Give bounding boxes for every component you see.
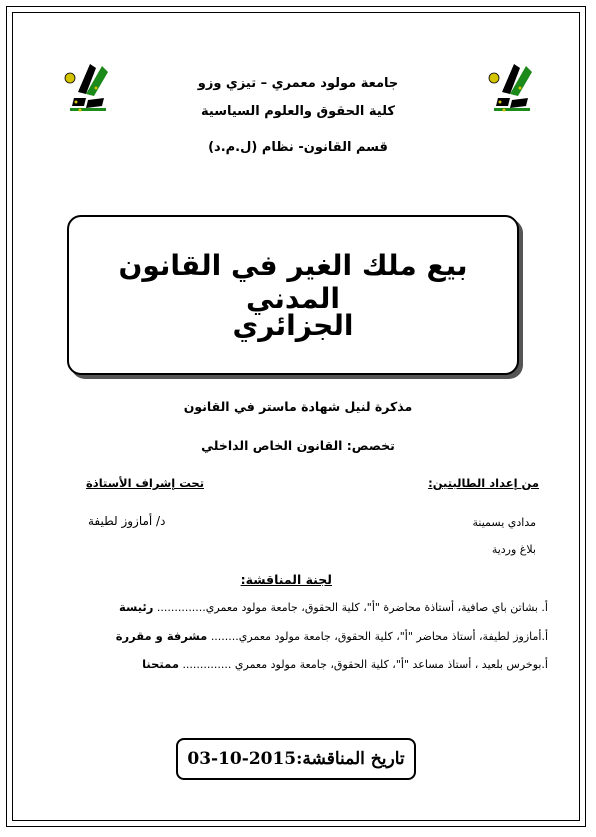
supervisor-header: تحت إشراف الأستاذة [86, 476, 205, 490]
university-name: جامعة مولود معمري – تيزي وزو [197, 76, 399, 91]
faculty-name: كلية الحقوق والعلوم السياسية [201, 104, 395, 119]
jury-member-details: أ.بوخرس بلعيد ، أستاذ مساعد "أ"، كلية الحقوق، جامعة مولود معمري .............. [182, 658, 548, 671]
defense-date-label: تاريخ المناقشة: [296, 749, 405, 769]
jury-member [46, 657, 548, 671]
specialty: تخصص: القانون الخاص الداخلي [201, 438, 395, 453]
jury-title: لجنة المناقشة: [240, 572, 332, 587]
student-name: بلاغ وردية [491, 543, 536, 556]
jury-member-role: ممتحنا [142, 657, 179, 671]
jury-member-role: رئيسة [119, 600, 154, 614]
jury-member [46, 600, 548, 614]
jury-member-role: مشرفة و مقررة [115, 629, 208, 643]
page-border-inner [12, 12, 580, 821]
defense-date-box [176, 738, 416, 780]
department-name: قسم القانون- نظام (ل.م.د) [208, 140, 388, 155]
jury-member-details: أ.أمازوز لطيفة، أستاذ محاضر "أ"، كلية الحقوق، جامعة مولود معمري........ [210, 630, 548, 643]
thesis-title-line1: بيع ملك الغير في القانون المدني [118, 249, 468, 315]
students-header: من إعداد الطالبتين: [428, 476, 539, 490]
defense-date-value: 03-10-2015 [187, 749, 297, 769]
student-name: مدادي يسمينة [472, 516, 536, 529]
jury-member [46, 629, 548, 643]
thesis-title-line2: الجزائري [232, 309, 354, 342]
supervisor-name: د/ أمازوز لطيفة [88, 514, 166, 528]
jury-member-details: أ. بشاتن باي صافية، أستاذة محاضرة "أ"، كلية الحقوق، جامعة مولود معمري.............. [156, 601, 548, 614]
thesis-title-box [67, 215, 519, 375]
degree-statement: مذكرة لنيل شهادة ماستر في القانون [183, 399, 413, 414]
